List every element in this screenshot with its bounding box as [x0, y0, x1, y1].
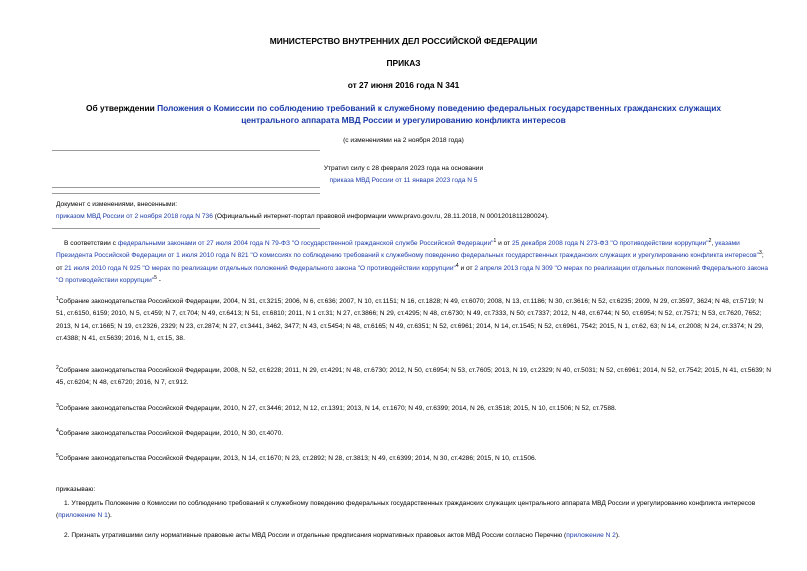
appendix-1-link[interactable]: приложение N 1 — [58, 512, 108, 520]
order-item-text: 2. Признать утратившими силу нормативные правовые акты МВД России и отдельные предписания нормативных правовых актов МВД России согласно Перечню ( — [64, 532, 567, 539]
law-79fz-link[interactable]: федеральными законами от 27 июля 2004 года N 79-ФЗ "О государственной гражданской службе Российской Федерации" — [117, 240, 494, 247]
title-link-line2[interactable]: центрального аппарата МВД России и урегулированию конфликта интересов — [241, 115, 566, 125]
order-item-1 — [56, 498, 772, 523]
footnote-3 — [56, 403, 772, 415]
preamble-text: В соответствии с — [64, 240, 118, 247]
footnote-4 — [56, 428, 772, 440]
changes-label: Документ с изменениями, внесенными: — [56, 201, 178, 208]
divider — [52, 150, 320, 151]
footnote-5 — [56, 453, 772, 465]
title-link[interactable] — [157, 103, 721, 125]
preamble-text: ; от — [56, 252, 764, 272]
footnote-ref-2: 2 — [708, 237, 712, 244]
ministry-heading: МИНИСТЕРСТВО ВНУТРЕННИХ ДЕЛ РОССИЙСКОЙ ФЕДЕРАЦИИ — [269, 36, 538, 46]
footnote-mark: 1 — [56, 295, 59, 302]
expired-line: Утратил силу с 28 февраля 2023 года на основании — [323, 165, 484, 172]
preamble-text: и от — [458, 264, 475, 272]
order-item-end: ). — [615, 532, 620, 539]
footnote-ref-3: 3 — [759, 250, 762, 257]
footnote-text: Собрание законодательства Российской Федерации, 2010, N 27, ст.3446; 2012, N 12, ст.1391; 2013, N 14, ст.1670; N 49, ст.6399; 2014, N 26, ст.3518; 2015, N 10, ст.1506; N 52, ст.7588. — [58, 405, 617, 412]
doc-type-heading: ПРИКАЗ — [386, 58, 421, 68]
order-item-2 — [56, 530, 772, 542]
order-item-text: 1. Утвердить Положение о Комиссии по соблюдению требований к служебному поведению федеральных государственных гражданских служащих центрального аппарата МВД России и урегулированию конфликта интересов ( — [56, 500, 756, 520]
changes-source: (Официальный интернет-портал правовой информации www.pravo.gov.ru, 28.11.2018, N 0001201811280024). — [212, 213, 549, 220]
divider — [52, 187, 320, 188]
decree-925-link[interactable]: 21 июля 2010 года N 925 "О мерах по реализации отдельных положений Федерального закона "О противодействии коррупции" — [64, 264, 456, 272]
footnote-mark: 3 — [56, 402, 59, 409]
expired-link[interactable]: приказа МВД России от 11 января 2023 года N 5 — [329, 177, 478, 184]
decree-309-link[interactable]: 2 апреля 2013 года N 309 "О мерах по реализации отдельных положений Федерального закона "О противодействии коррупции" — [56, 264, 769, 284]
footnote-text: Собрание законодательства Российской Федерации, 2008, N 52, ст.6228; 2011, N 29, ст.4291; N 48, ст.6730; 2012, N 50, ст.6954; N 53, ст.7605; 2013, N 19, ст.2329; N 40, ст.5031; N 52, ст.6961; 2014, N 52, ст.7542; 2015, N 41, ст.5639; N 45, ст.6204; N 48, ст.6720; 2016, N 7, ст.912. — [56, 367, 771, 387]
divider — [52, 228, 320, 229]
preamble-text: , — [711, 240, 714, 247]
order-label: приказываю: — [56, 486, 96, 493]
footnote-ref-5: 5 — [154, 274, 157, 281]
amendment-note: (с изменениями на 2 ноября 2018 года) — [343, 137, 464, 144]
footnote-mark: 4 — [56, 427, 59, 434]
date-number: от 27 июня 2016 года N 341 — [347, 80, 460, 90]
order-item-end: ). — [107, 512, 112, 520]
preamble-text: и от — [496, 240, 512, 247]
document-title — [0, 102, 807, 126]
title-link-line1[interactable]: Положения о Комиссии по соблюдению требований к служебному поведению федеральных государственных гражданских служащих — [157, 103, 722, 113]
footnote-ref-4: 4 — [455, 262, 459, 269]
changes-link[interactable]: приказом МВД России от 2 ноября 2018 года N 736 — [56, 213, 213, 220]
preamble — [56, 238, 772, 287]
preamble-text: - — [156, 276, 161, 284]
title-prefix: Об утверждении — [85, 103, 158, 113]
expired-note — [0, 163, 807, 187]
footnote-mark: 5 — [56, 452, 59, 459]
footnote-2 — [56, 365, 772, 390]
footnote-text: Собрание законодательства Российской Федерации, 2004, N 31, ст.3215; 2006, N 6, ст.636; 2007, N 10, ст.1151; N 16, ст.1828; N 49, ст.6070; 2008, N 13, ст.1186; N 30, ст.3616; N 52, ст.6235; 2009, N 29, ст.3597, 3624; N 48, ст.5719; N 51, ст.6150, 6159; 2010, N 5, ст.459; N 7, ст.704; N 49, ст.6413; N 51, ст.6810; 2011, N 1 ст.31; N 27, ст.3866; N 29, ст.4295; N 48, ст.6730; N 49, ст.7333, N 50; ст.7337; 2012, N 48, ст.6744; N 50, ст.6954; N 52, ст.7571; N 53, ст.7620, 7652; 2013, N 14, ст.1665; N 19, ст.2326, 2329; N 23, ст.2874; N 27, ст.3441, 3462, 3477; N 43, ст.5454; N 48, ст.6165; N 49, ст.6351; N 52, ст.6961; 2014, N 14, ст.1545; N 52, ст.6961, 7542; 2015, N 1, ст.62, 63; N 14, ст.2008; N 24, ст.3374; N 29, ст.4388; N 41, ст.5639; 2016, N 1, ст.15, 38. — [56, 298, 764, 342]
divider — [52, 193, 320, 194]
footnote-1 — [56, 296, 772, 345]
changes-block — [56, 199, 772, 223]
footnote-ref-1: 1 — [493, 237, 497, 244]
footnote-text: Собрание законодательства Российской Федерации, 2013, N 14, ст.1670; N 23, ст.2892; N 28, ст.3813; N 49, ст.6399; 2014, N 30, ст.4286; 2015, N 10, ст.1506. — [58, 455, 537, 462]
law-273fz-link[interactable]: 25 декабря 2008 года N 273-ФЗ "О противодействии коррупции" — [511, 240, 709, 247]
appendix-2-link[interactable]: приложение N 2 — [566, 532, 616, 539]
decree-821-link[interactable]: указами Президента Российской Федерации от 1 июля 2010 года N 821 "О комиссиях по соблюдению требований к служебному поведению федеральных государственных гражданских служащих и урегулированию конфликта интересов" — [56, 240, 760, 260]
footnote-mark: 2 — [56, 364, 59, 371]
footnote-text: Собрание законодательства Российской Федерации, 2010, N 30, ст.4070. — [58, 430, 284, 437]
